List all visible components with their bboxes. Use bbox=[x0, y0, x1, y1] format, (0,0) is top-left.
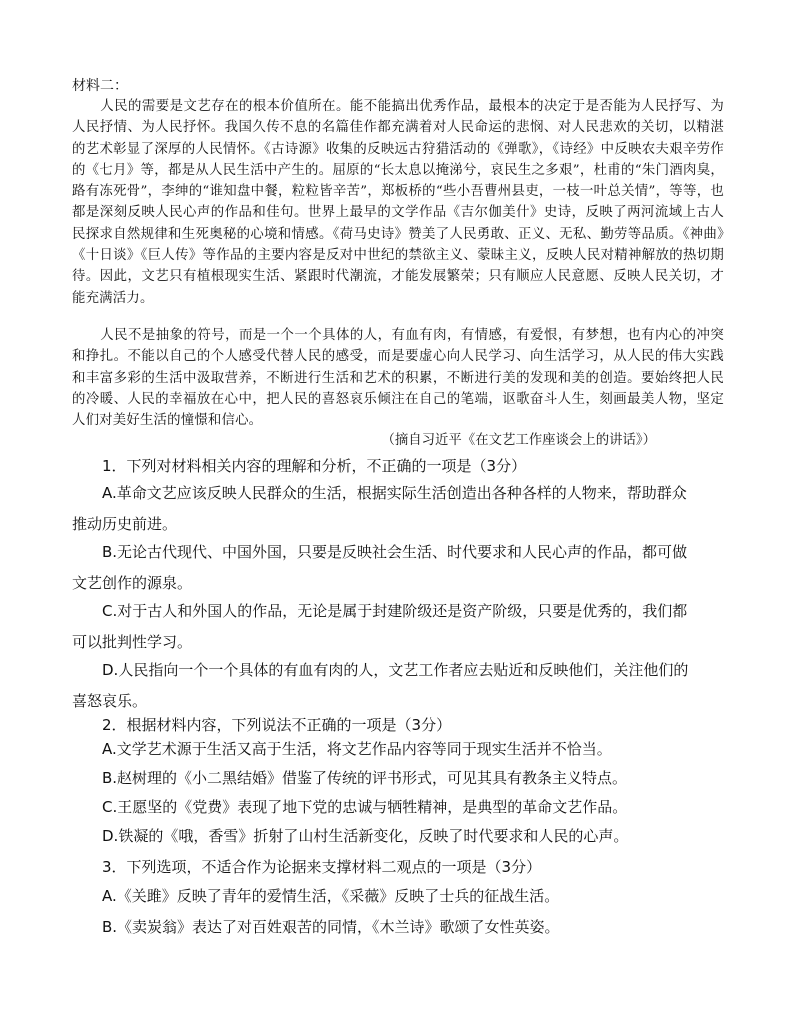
question-1-option-c bbox=[72, 596, 726, 658]
option-text-line2: 推动历史前进。 bbox=[72, 515, 178, 533]
question-1-stem: 1．下列对材料相关内容的理解和分析，不正确的一项是（3分） bbox=[102, 457, 527, 475]
material-label: 材料二： bbox=[72, 78, 128, 94]
question-2-option-a: A.文学艺术源于生活又高于生活，将文艺作品内容等同于现实生活并不恰当。 bbox=[102, 740, 612, 758]
question-3-option-b: B.《卖炭翁》表达了对百姓艰苦的同情，《木兰诗》歌颂了女性英姿。 bbox=[102, 918, 560, 936]
question-1-option-a bbox=[72, 478, 726, 540]
option-text-line1: B.无论古代现代、中国外国，只要是反映社会生活、时代要求和人民心声的作品，都可做 bbox=[102, 543, 688, 561]
material-source: （摘自习近平《在文艺工作座谈会上的讲话》） bbox=[381, 433, 656, 448]
option-text-line1: C.对于古人和外国人的作品，无论是属于封建阶级还是资产阶级，只要是优秀的，我们都 bbox=[102, 602, 688, 620]
question-1-option-d bbox=[72, 655, 726, 717]
material-paragraph-1-text: 人民的需要是文艺存在的根本价值所在。能不能搞出优秀作品，最根本的决定于是否能为人民抒写、为人民抒情、为人民抒怀。我国久传不息的名篇佳作都充满着对人民命运的悲悯、对人民悲欢的关切，以精湛的艺术彰显了深厚的人民情怀。《古诗源》收集的反映远古狩猎活动的《弹歌》，《诗经》中反映农夫艰辛劳作的《七月》等，都是从人民生活中产生的。屈原的“长太息以掩涕兮，哀民生之多艰”，杜甫的“朱门酒肉臭，路有冻死骨”，李绅的“谁知盘中餐，粒粒皆辛苦”，郑板桥的“些小吾曹州县吏，一枝一叶总关情”，等等，也都是深刻反映人民心声的作品和佳句。世界上最早的文学作品《吉尔伽美什》史诗，反映了两河流域上古人民探求自然规律和生死奥秘的心境和情感。《荷马史诗》赞美了人民勇敢、正义、无私、勤劳等品质。《神曲》《十日谈》《巨人传》等作品的主要内容是反对中世纪的禁欲主义、蒙昧主义，反映人民对精神解放的热切期待。因此，文艺只有植根现实生活、紧跟时代潮流，才能发展繁荣；只有顺应人民意愿、反映人民关切，才能充满活力。 bbox=[72, 99, 724, 306]
material-paragraph-2-text: 人民不是抽象的符号，而是一个一个具体的人，有血有肉，有情感，有爱恨，有梦想，也有内心的冲突和挣扎。不能以自己的个人感受代替人民的感受，而是要虚心向人民学习、向生活学习，从人民的伟大实践和丰富多彩的生活中汲取营养，不断进行生活和艺术的积累，不断进行美的发现和美的创造。要始终把人民的冷暖、人民的幸福放在心中，把人民的喜怒哀乐倾注在自己的笔端，讴歌奋斗人生，刻画最美人物，坚定人们对美好生活的憧憬和信心。 bbox=[72, 328, 724, 429]
question-2-option-c: C.王愿坚的《党费》表现了地下党的忠诚与牺牲精神，是典型的革命文艺作品。 bbox=[102, 798, 628, 816]
material-paragraph-1 bbox=[72, 96, 724, 309]
question-2-stem: 2．根据材料内容，下列说法不正确的一项是（3分） bbox=[102, 716, 452, 734]
option-text-line1: A.革命文艺应该反映人民群众的生活，根据实际生活创造出各种各样的人物来，帮助群众 bbox=[102, 484, 687, 502]
material-paragraph-2 bbox=[72, 325, 724, 431]
question-3-stem: 3．下列选项，不适合作为论据来支撑材料二观点的一项是（3分） bbox=[102, 858, 542, 876]
question-2-option-b: B.赵树理的《小二黑结婚》借鉴了传统的评书形式，可见其具有教条主义特点。 bbox=[102, 769, 628, 787]
question-1-option-b bbox=[72, 537, 726, 599]
option-text-line1: D.人民指向一个一个具体的有血有肉的人，文艺工作者应去贴近和反映他们，关注他们的 bbox=[102, 661, 689, 679]
option-text-line2: 可以批判性学习。 bbox=[72, 633, 193, 651]
option-text-line2: 文艺创作的源泉。 bbox=[72, 574, 193, 592]
option-text-line2: 喜怒哀乐。 bbox=[72, 692, 148, 710]
question-3-option-a: A.《关雎》反映了青年的爱情生活，《采薇》反映了士兵的征战生活。 bbox=[102, 887, 560, 905]
question-2-option-d: D.铁凝的《哦，香雪》折射了山村生活新变化，反映了时代要求和人民的心声。 bbox=[102, 827, 629, 845]
